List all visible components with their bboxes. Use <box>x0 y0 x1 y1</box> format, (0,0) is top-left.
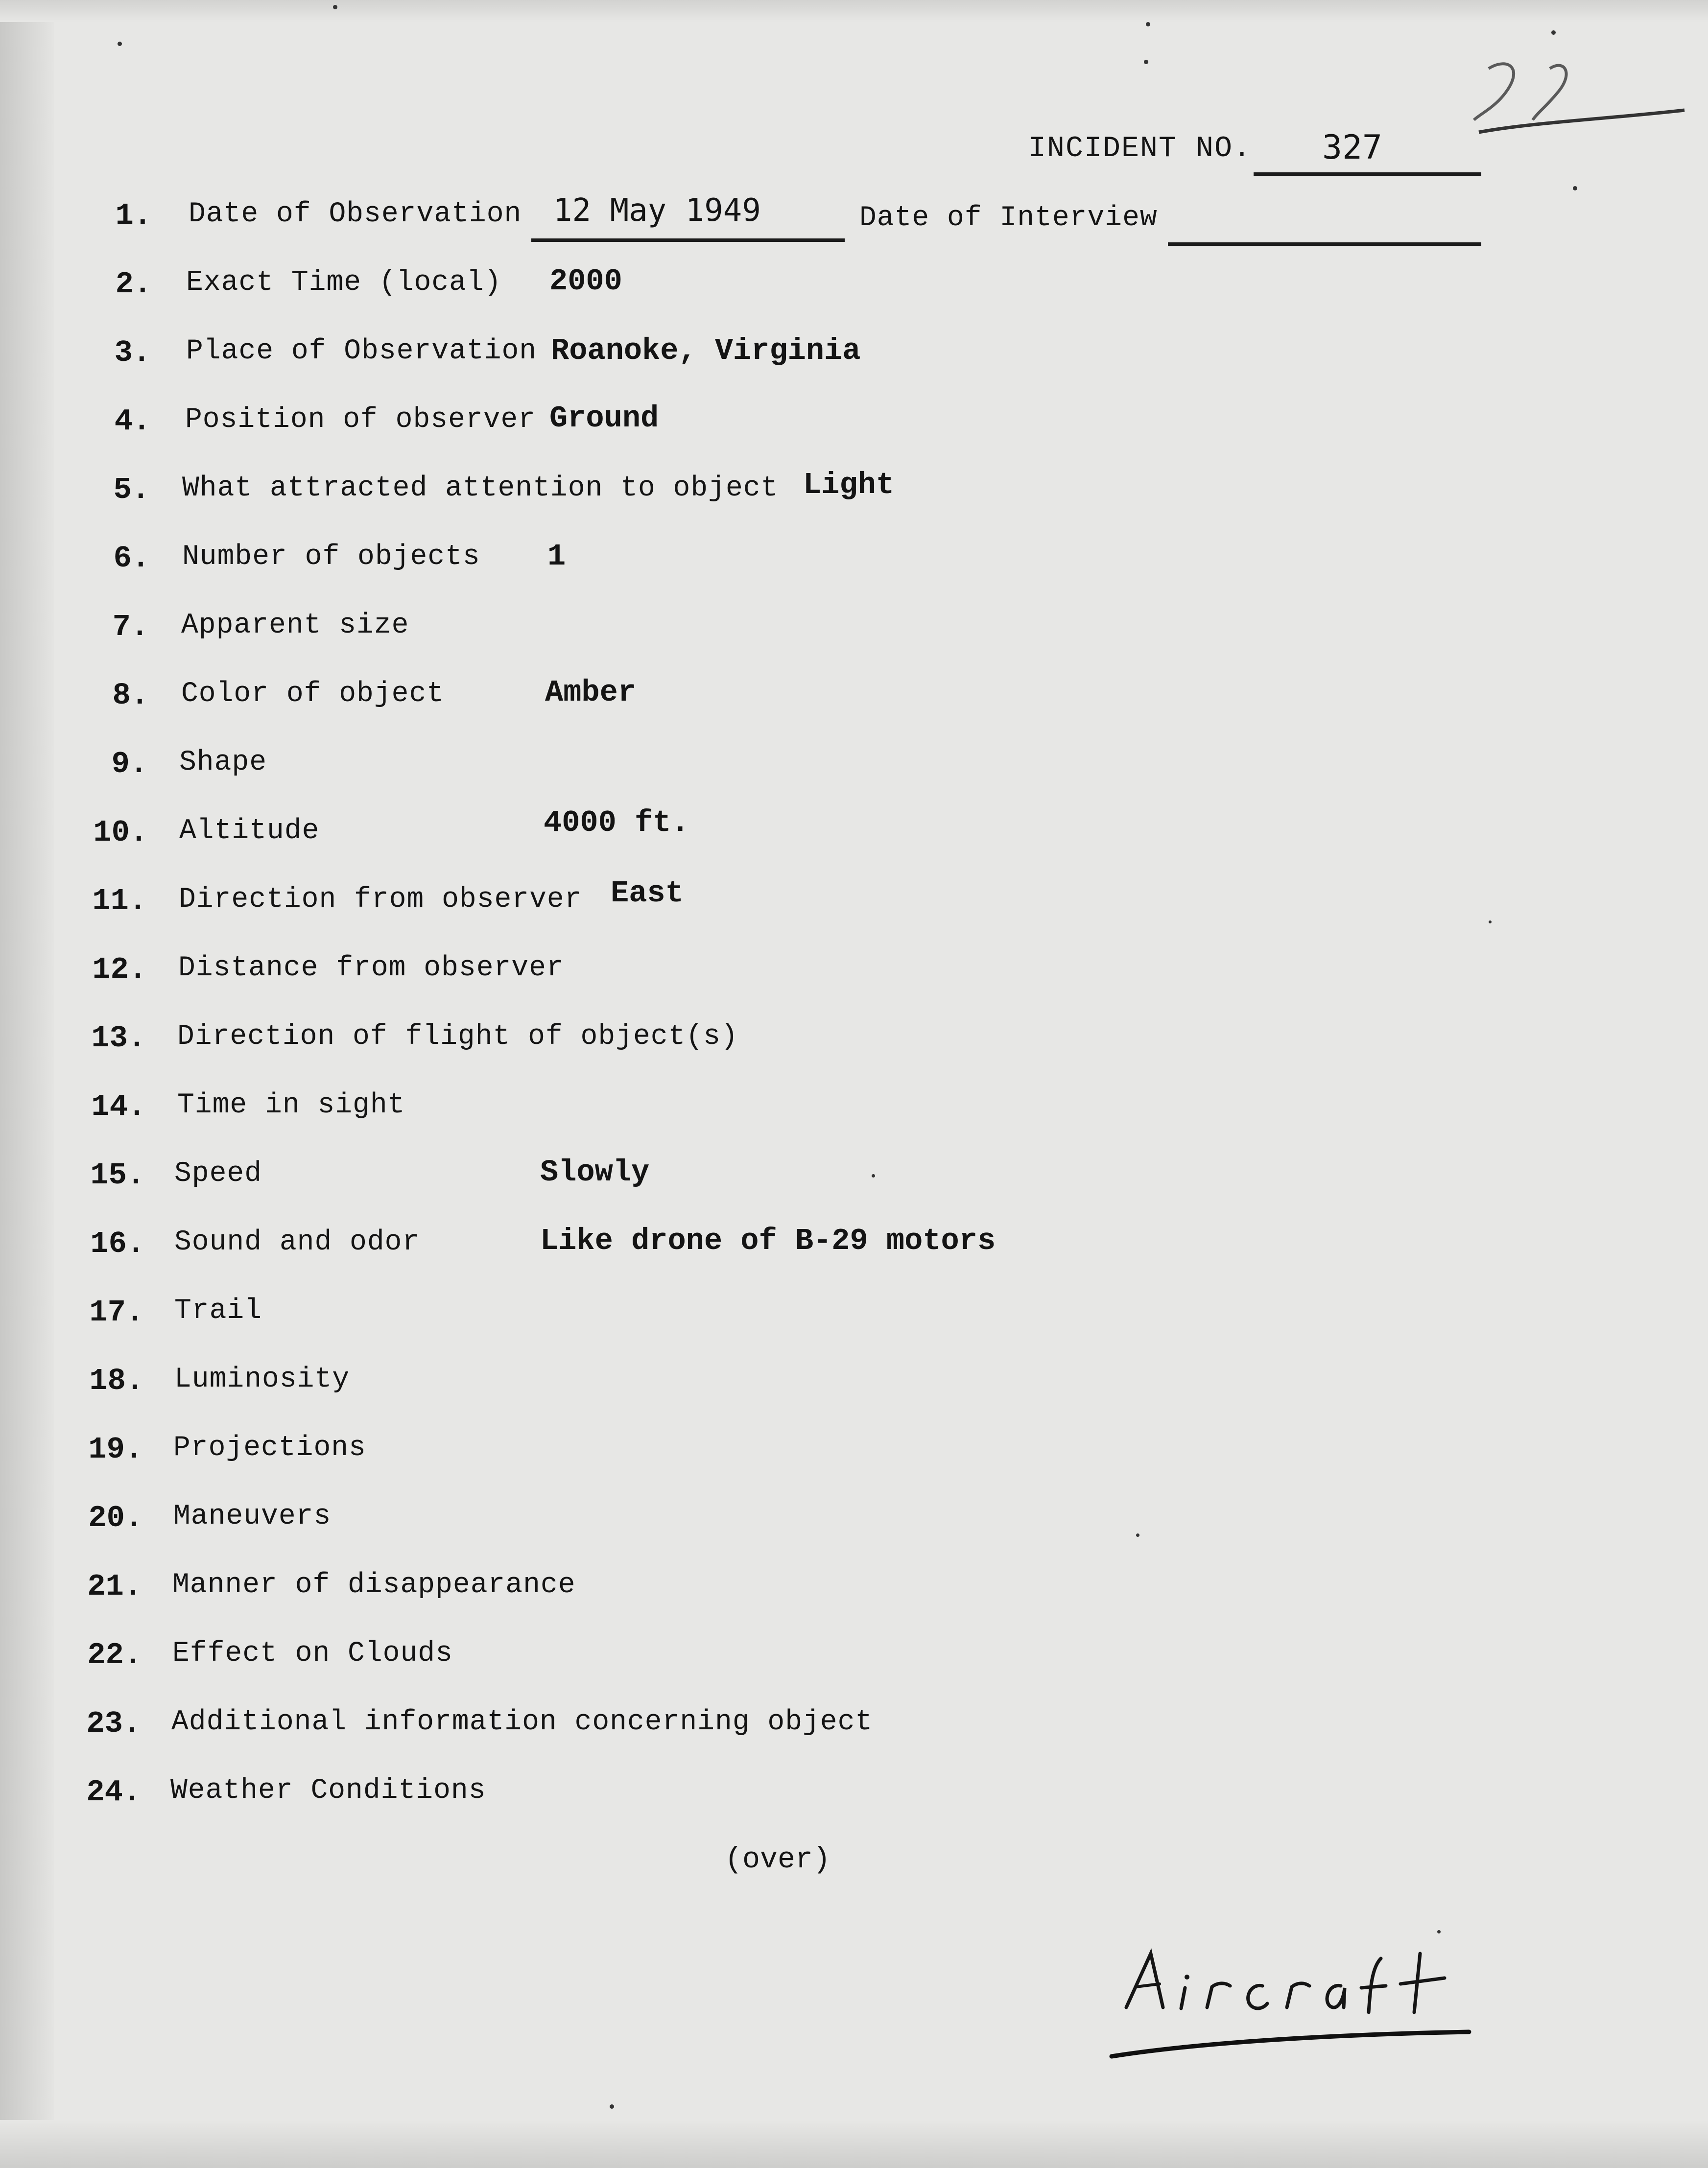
item-number: 19. <box>88 1432 143 1467</box>
form-row-8 <box>0 675 1708 717</box>
scan-top-edge <box>0 0 1708 22</box>
form-row-2 <box>0 264 1708 306</box>
item-label: Date of Observation <box>189 198 522 230</box>
item-label: Projections <box>173 1432 366 1464</box>
item-value: 4000 ft. <box>544 805 689 840</box>
form-row-19 <box>0 1432 1708 1471</box>
form-row-23 <box>0 1706 1708 1745</box>
incident-underline <box>1254 172 1481 176</box>
item-number: 20. <box>88 1501 143 1535</box>
item-label: What attracted attention to object <box>182 472 779 504</box>
form-row-12 <box>0 952 1708 991</box>
form-row-7 <box>0 610 1708 649</box>
item-label: Time in sight <box>177 1089 405 1121</box>
item-label: Place of Observation <box>186 335 537 367</box>
scan-speck <box>610 2104 614 2109</box>
item-label: Manner of disappearance <box>172 1569 576 1601</box>
form-row-15 <box>0 1155 1708 1197</box>
form-row-13 <box>0 1021 1708 1060</box>
item-number: 8. <box>112 678 149 713</box>
item-number: 5. <box>113 472 150 507</box>
item-label: Weather Conditions <box>170 1775 486 1807</box>
item-label: Effect on Clouds <box>172 1638 453 1670</box>
item-label: Color of object <box>181 678 445 710</box>
item-value: Roanoke, Virginia <box>551 333 861 368</box>
over-note: (over) <box>725 1843 831 1877</box>
form-row-6 <box>0 541 1708 580</box>
form-row-16 <box>0 1226 1708 1266</box>
form-row-18 <box>0 1364 1708 1403</box>
handwritten-page-mark-icon <box>1459 47 1694 144</box>
item-label: Apparent size <box>181 610 409 641</box>
item-label: Additional information concerning object <box>171 1706 873 1738</box>
item-number: 3. <box>114 335 151 370</box>
item-label: Altitude <box>179 815 320 847</box>
incident-label: INCIDENT NO. <box>1028 132 1252 165</box>
item-label: Speed <box>174 1158 262 1190</box>
scan-speck <box>1146 22 1150 26</box>
item-label: Direction of flight of object(s) <box>177 1021 738 1053</box>
item-label: Distance from observer <box>178 952 564 984</box>
item-number: 11. <box>92 884 147 919</box>
form-row-11 <box>0 876 1708 923</box>
item-value: Ground <box>549 401 659 436</box>
item-label: Position of observer <box>185 404 536 436</box>
item-value: 1 <box>547 539 566 574</box>
item-value: East <box>611 876 684 911</box>
item-number: 22. <box>87 1638 142 1673</box>
item-number: 14. <box>91 1089 146 1124</box>
scan-left-edge <box>0 0 54 2168</box>
item-number: 1. <box>115 198 152 233</box>
item-number: 18. <box>89 1364 144 1398</box>
form-row-14 <box>0 1089 1708 1129</box>
item-number: 23. <box>86 1706 141 1741</box>
item-label: Exact Time (local) <box>186 267 502 299</box>
item-label: Shape <box>179 747 267 778</box>
item-number: 6. <box>113 541 150 576</box>
item-value: Slowly <box>540 1155 650 1190</box>
item-label: Luminosity <box>174 1364 350 1395</box>
date-of-observation-underline <box>531 238 845 242</box>
form-row-9 <box>0 747 1708 786</box>
scan-bottom-edge <box>0 2120 1708 2168</box>
form-row-20 <box>0 1501 1708 1540</box>
form-row-1 <box>0 192 1708 237</box>
item-number: 9. <box>111 747 148 781</box>
item-number: 17. <box>89 1295 144 1330</box>
item-label-secondary: Date of Interview <box>859 202 1158 234</box>
item-label: Number of objects <box>182 541 480 573</box>
form-row-10 <box>0 805 1708 854</box>
date-of-interview-underline <box>1168 242 1481 246</box>
form-row-3 <box>0 335 1708 375</box>
item-label: Maneuvers <box>173 1501 332 1532</box>
item-number: 24. <box>86 1775 141 1810</box>
item-label: Sound and odor <box>174 1226 420 1258</box>
item-number: 2. <box>115 267 152 302</box>
item-number: 7. <box>112 610 149 644</box>
item-number: 15. <box>90 1158 145 1193</box>
item-number: 12. <box>92 952 147 987</box>
date-of-observation-value: 12 May 1949 <box>553 192 761 229</box>
form-row-21 <box>0 1569 1708 1608</box>
item-value: Light <box>803 468 895 502</box>
form-row-17 <box>0 1295 1708 1334</box>
item-label: Trail <box>174 1295 262 1327</box>
scan-speck <box>1144 60 1148 64</box>
item-number: 16. <box>90 1226 145 1261</box>
handwritten-aircraft-annotation-icon <box>1107 1939 1479 2086</box>
form-row-24 <box>0 1775 1708 1814</box>
item-value: 2000 <box>549 264 622 299</box>
incident-number: 327 <box>1322 128 1382 167</box>
scan-speck <box>333 5 337 9</box>
form-row-22 <box>0 1638 1708 1677</box>
item-value: Like drone of B-29 motors <box>540 1224 996 1258</box>
form-row-4 <box>0 401 1708 443</box>
item-value: Amber <box>545 675 637 710</box>
scan-speck <box>1573 186 1577 190</box>
item-number: 13. <box>91 1021 146 1056</box>
scan-speck <box>1437 1930 1441 1933</box>
item-number: 10. <box>93 815 148 850</box>
form-row-5 <box>0 468 1708 512</box>
item-number: 21. <box>87 1569 142 1604</box>
scan-speck <box>118 42 122 46</box>
item-label: Direction from observer <box>179 884 582 916</box>
item-number: 4. <box>114 404 151 439</box>
scan-speck <box>1551 30 1556 35</box>
